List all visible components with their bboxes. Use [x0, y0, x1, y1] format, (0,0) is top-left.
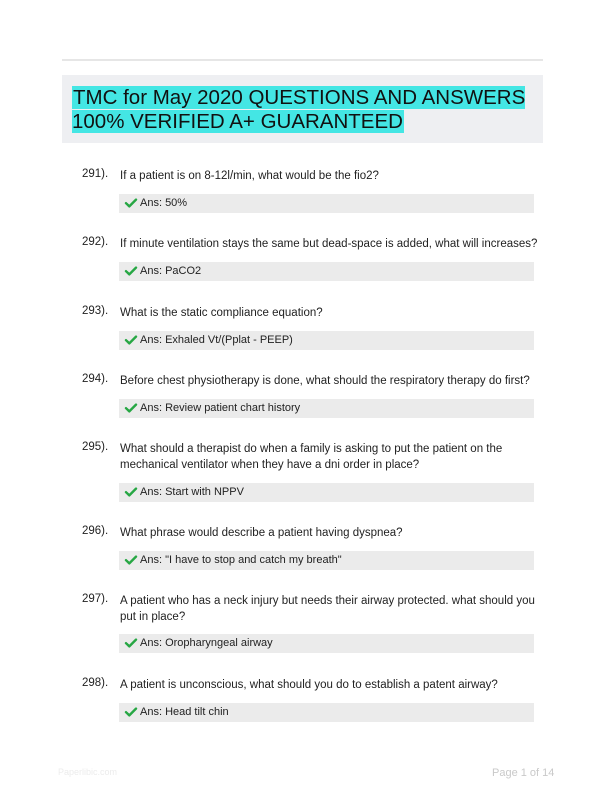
- answer-box: [119, 194, 534, 213]
- answer-box: [119, 483, 534, 502]
- answer-box: [119, 262, 534, 281]
- answer-box: [119, 331, 534, 350]
- question-text: What is the static compliance equation?: [120, 307, 323, 319]
- answer-text: Ans: PaCO2: [140, 265, 202, 277]
- answer-box: [119, 551, 534, 570]
- page-number: Page 1 of 14: [492, 767, 555, 779]
- check-icon: [124, 638, 138, 648]
- answer-text: Ans: Head tilt chin: [140, 706, 229, 718]
- question-text: What should a therapist do when a family is asking to put the patient on the mechanical ventilator when they have a dni order in place?: [120, 443, 503, 471]
- check-icon: [124, 707, 138, 717]
- question-number: 292).: [82, 236, 109, 248]
- question-number: 296).: [82, 525, 109, 537]
- question-number: 293).: [82, 305, 109, 317]
- question-number: 291).: [82, 168, 109, 180]
- footer-site: Paperlibic.com: [58, 767, 118, 777]
- answer-text: Ans: 50%: [140, 197, 188, 209]
- question-text: What phrase would describe a patient having dyspnea?: [120, 527, 403, 539]
- answer-box: [119, 399, 534, 418]
- question-text: If a patient is on 8-12l/min, what would be the fio2?: [120, 170, 379, 182]
- question-text: Before chest physiotherapy is done, what should the respiratory therapy do first?: [120, 375, 530, 387]
- question-number: 294).: [82, 373, 109, 385]
- check-icon: [124, 266, 138, 276]
- check-icon: [124, 198, 138, 208]
- question-number: 295).: [82, 441, 109, 453]
- top-divider: [62, 59, 543, 61]
- answer-text: Ans: Review patient chart history: [140, 402, 301, 414]
- check-icon: [124, 403, 138, 413]
- answer-box: [119, 703, 534, 722]
- answer-box: [119, 634, 534, 653]
- question-text: A patient is unconscious, what should you do to establish a patent airway?: [120, 679, 498, 691]
- answer-text: Ans: Oropharyngeal airway: [140, 637, 273, 649]
- page-title: [72, 86, 542, 134]
- answer-text: Ans: "I have to stop and catch my breath": [140, 554, 342, 566]
- answer-text: Ans: Start with NPPV: [140, 486, 244, 498]
- question-text: A patient who has a neck injury but needs their airway protected. what should you put in place?: [120, 595, 535, 623]
- question-number: 298).: [82, 677, 109, 689]
- page-title-text: TMC for May 2020 QUESTIONS AND ANSWERS 100% VERIFIED A+ GUARANTEED: [72, 86, 526, 133]
- answer-text: Ans: Exhaled Vt/(Pplat - PEEP): [140, 334, 293, 346]
- check-icon: [124, 555, 138, 565]
- question-text: If minute ventilation stays the same but dead-space is added, what will increases?: [120, 238, 538, 250]
- question-number: 297).: [82, 593, 109, 605]
- check-icon: [124, 487, 138, 497]
- check-icon: [124, 335, 138, 345]
